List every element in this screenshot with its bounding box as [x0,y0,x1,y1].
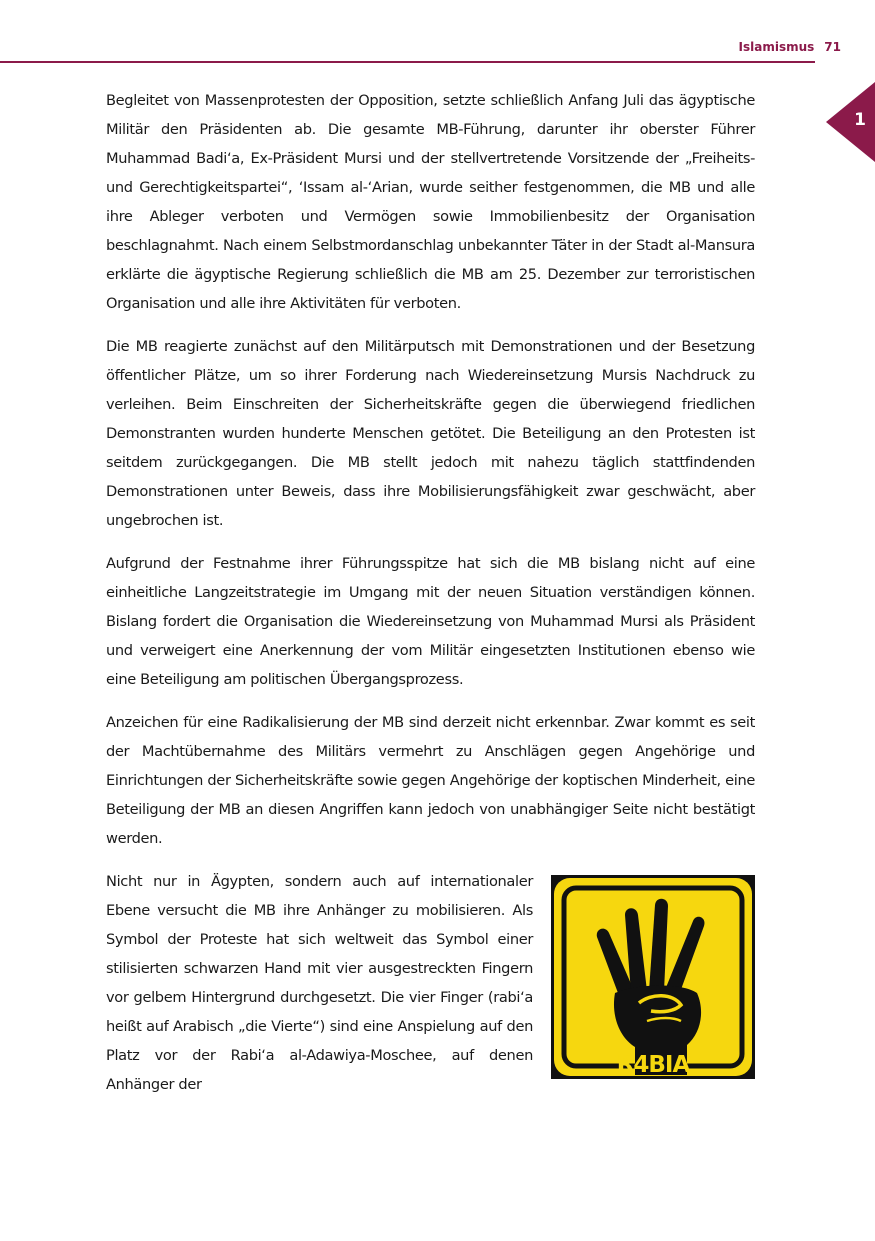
paragraph-3: Aufgrund der Festnahme ihrer Führungsspitze hat sich die MB bislang nicht auf eine einheitliche Langzeitstrategie im Umgang mit der neuen Situation verständigen können. Bislang fordert die Organisation die Wiedereinsetzung von Muhammad Mursi als Präsident und verweigert eine Anerkennung der vom Militär eingesetzten Institutionen ebenso wie eine Beteiligung am politischen Übergangsprozess. [106,555,755,688]
header-rule [0,61,815,63]
chapter-tab [826,82,875,162]
rabia-logo-text: R4BIA [616,1052,690,1078]
body-text [106,86,755,1113]
paragraph-5: Nicht nur in Ägypten, sondern auch auf internationaler Ebene versucht die MB ihre Anhänger zu mobilisieren. Als Symbol der Proteste hat sich weltweit das Symbol einer stilisierten schwarzen Hand mit vier ausgestreckten Fingern vor gelbem Hintergrund durchgesetzt. Die vier Finger (rabi‘a heißt auf Arabisch „die Vierte“) sind eine Anspielung auf den Platz vor der Rabi‘a al-Adawiya-Moschee, auf denen Anhänger der [106,873,533,1093]
paragraph-4: Anzeichen für eine Radikalisierung der MB sind derzeit nicht erkennbar. Zwar kommt es seit der Machtübernahme des Militärs vermehrt zu Anschlägen gegen Angehörige und Einrichtungen der Sicherheitskräfte sowie gegen Angehörige der koptischen Minderheit, eine Beteiligung der MB an diesen Angriffen kann jedoch von unabhängiger Seite nicht bestätigt werden. [106,714,755,847]
rabia-figure [551,875,755,1079]
paragraph-2: Die MB reagierte zunächst auf den Militärputsch mit Demonstrationen und der Besetzung öffentlicher Plätze, um so ihrer Forderung nach Wiedereinsetzung Mursis Nachdruck zu verleihen. Beim Einschreiten der Sicherheitskräfte gegen die überwiegend friedlichen Demonstranten wurden hunderte Menschen getötet. Die Beteiligung an den Protesten ist seitdem zurückgegangen. Die MB stellt jedoch mit nahezu täglich stattfindenden Demonstrationen unter Beweis, dass ihre Mobilisierungsfähigkeit zwar geschwächt, aber ungebrochen ist. [106,338,755,529]
rabia-hand-icon [551,875,755,1079]
chapter-number: 1 [854,110,866,130]
page-header [0,0,875,64]
section-title: Islamismus [738,40,815,54]
page-number: 71 [824,40,841,54]
running-head [739,40,841,54]
paragraph-1: Begleitet von Massenprotesten der Opposition, setzte schließlich Anfang Juli das ägyptische Militär den Präsidenten ab. Die gesamte MB-Führung, darunter ihr oberster Führer Muhammad Badi‘a, Ex-Präsident Mursi und der stellvertretende Vorsitzende der „Freiheits- und Gerechtigkeitspartei“, ‘Issam al-‘Arian, wurde seither festgenommen, die MB und alle ihre Ableger verboten und Vermögen sowie Immobilienbesitz der Organisation beschlagnahmt. Nach einem Selbstmordanschlag unbekannter Täter in der Stadt al-Mansura erklärte die ägyptische Regierung schließlich die MB am 25. Dezember zur terroristischen Organisation und alle ihre Aktivitäten für verboten. [106,92,755,312]
